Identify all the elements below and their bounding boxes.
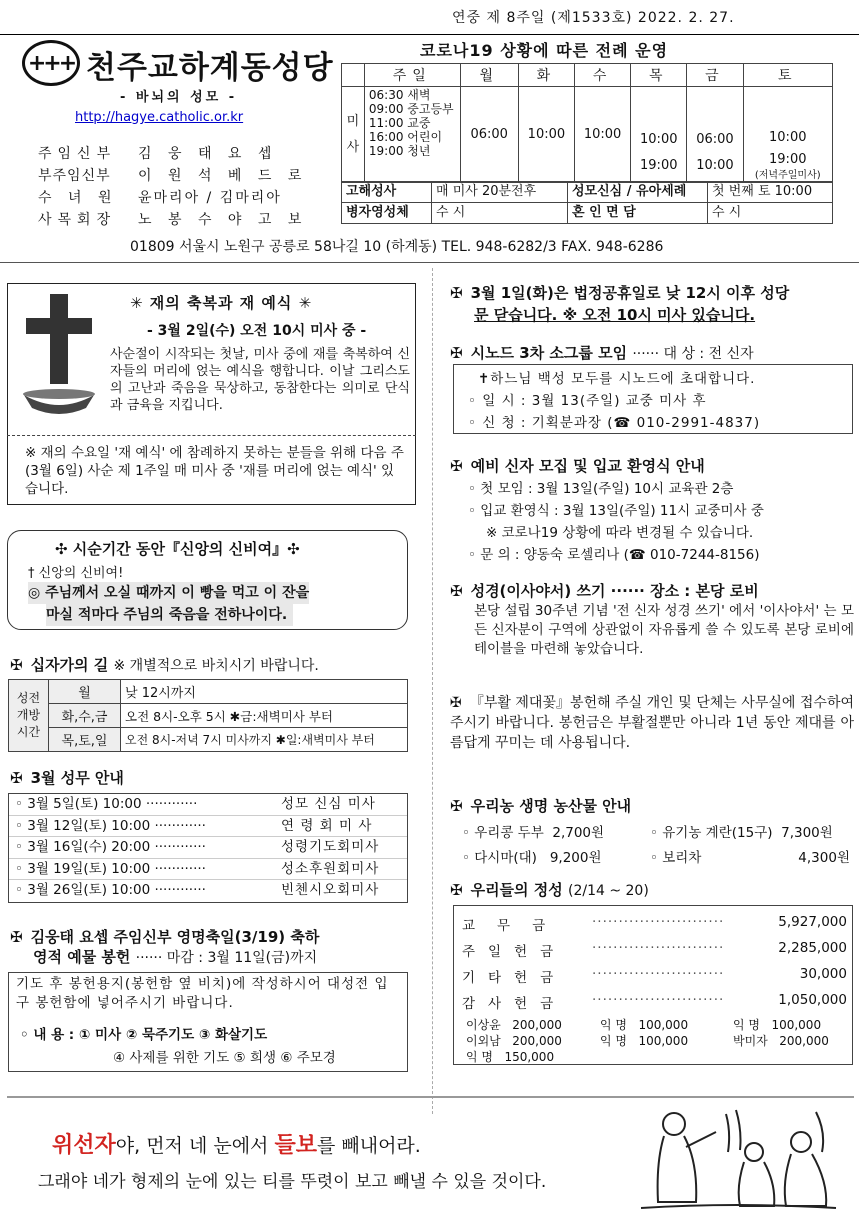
offering-body: 기도 후 봉헌용지(봉헌함 옆 비치)에 작성하시어 대성전 입구 봉헌함에 넣어주시기 바랍니다. xyxy=(16,976,389,1011)
verse-text: 를 빼내어라. xyxy=(316,1135,421,1157)
mass-time: 19:00 xyxy=(640,158,678,173)
synod-line: ◦ 신 청 : 기획분과장 (☎ 010-2991-4837) xyxy=(468,415,761,431)
ash-cross-icon xyxy=(14,290,104,420)
donor-amount: 150,000 xyxy=(504,1050,555,1064)
donor-amount: 200,000 xyxy=(512,1034,562,1048)
day-header: 화 xyxy=(518,64,574,87)
section-heading: 예비 신자 모집 및 입교 환영식 안내 xyxy=(470,457,705,475)
issue-info: 연중 제 8주일 (제1533호) 2022. 2. 27. xyxy=(452,10,735,26)
section-divider xyxy=(0,262,859,263)
list-item xyxy=(9,837,407,859)
donor-entry xyxy=(733,1016,821,1033)
verse-line xyxy=(52,1128,421,1159)
notice-text: 문 닫습니다. ※ 오전 10시 미사 있습니다. xyxy=(474,306,756,324)
ash-wednesday-note: ※ 재의 수요일 '재 예식' 에 참례하지 못하는 분들을 위해 다음 주(3월 6일) 사순 제 1주일 매 미사 중 '재를 머리에 얹는 예식' 있습니다. xyxy=(25,445,404,497)
catechumen-section-title xyxy=(450,455,705,476)
thursday-times xyxy=(631,87,687,183)
donor-amount: 100,000 xyxy=(638,1034,689,1048)
farm-product xyxy=(650,846,850,866)
mass-schedule-table xyxy=(341,63,833,183)
staff-role: 수 녀 원 xyxy=(38,190,118,206)
day-header: 주일 xyxy=(364,64,460,87)
open-days: 월 xyxy=(49,680,121,704)
catechumen-details xyxy=(468,478,764,566)
finance-value: 2,285,000 xyxy=(778,940,847,956)
ash-wednesday-title: ✳ 재의 축복과 재 예식 ✳ xyxy=(130,294,313,312)
header-rule xyxy=(0,34,859,35)
mass-time: 06:00 xyxy=(696,132,734,147)
list-item xyxy=(9,859,407,881)
staff-name: 이 원 석 베 드 로 xyxy=(138,168,308,184)
section-heading: 우리농 생명 농산물 안내 xyxy=(470,797,632,815)
finance-label: 주일헌금 xyxy=(462,944,567,960)
parish-website-link[interactable]: http://hagye.catholic.or.kr xyxy=(75,110,244,125)
cross-section-title xyxy=(10,654,319,675)
bullet-cross-icon: ✠ xyxy=(450,695,462,711)
donor-name: 이상윤 xyxy=(466,1018,501,1032)
verse-text: 야, 먼저 네 눈에서 xyxy=(115,1135,275,1157)
product-price: 2,700원 xyxy=(552,825,605,841)
section-note: (2/14 ~ 20) xyxy=(567,883,649,899)
mass-time: 06:30 새벽 xyxy=(368,88,431,102)
list-item xyxy=(9,880,407,902)
jesus-teaching-illustration xyxy=(636,1102,841,1214)
list-item xyxy=(9,816,407,838)
staff-row xyxy=(38,209,307,231)
sacrament-table xyxy=(341,181,833,224)
section-note: ······ 장소 : 본당 로비 xyxy=(610,582,759,600)
event-name: 성령기도회미사 xyxy=(281,839,380,855)
sunday-times xyxy=(364,87,460,183)
staff-name: 김 웅 태 요 셉 xyxy=(138,146,278,162)
wednesday-times xyxy=(575,87,631,183)
mass-time: 19:00 청년 xyxy=(368,144,431,158)
catechumen-line: ◦ 문 의 : 양동숙 로셀리나 (☎ 010-7244-8156) xyxy=(468,547,760,563)
cross-logo-icon: +++ xyxy=(22,40,80,86)
march-schedule-list xyxy=(8,793,408,903)
product-name: ◦ 보리차 xyxy=(650,850,702,866)
event-name: 성소후원회미사 xyxy=(281,860,380,877)
mass-time: 10:00 xyxy=(527,127,566,142)
synod-line: ◦ 일 시 : 3월 13(주일) 교중 미사 후 xyxy=(468,393,707,409)
staff-role: 주임신부 xyxy=(38,146,117,162)
feast-section-title xyxy=(10,926,319,947)
donor-entry xyxy=(466,1016,562,1033)
farm-product xyxy=(650,821,833,841)
bullet-cross-icon: ✠ xyxy=(450,344,463,362)
event-name: 연 령 회 미 사 xyxy=(281,817,373,834)
finance-value: 1,050,000 xyxy=(778,992,847,1008)
donor-entry xyxy=(600,1016,688,1033)
column-divider xyxy=(432,268,433,1114)
day-header: 수 xyxy=(575,64,631,87)
finance-dots: ························· xyxy=(592,992,725,1008)
sacrament-label: 고해성사 xyxy=(342,182,432,203)
event-date: ◦ 3월 5일(토) 10:00 ············ xyxy=(15,796,198,812)
farm-product xyxy=(462,821,604,841)
section-heading: 시노드 3차 소그룹 모임 xyxy=(470,344,628,362)
donor-entry xyxy=(466,1048,554,1065)
bullet-cross-icon: ✠ xyxy=(450,797,463,815)
event-date: ◦ 3월 26일(토) 10:00 ············ xyxy=(15,882,206,898)
product-name: ◦ 다시마(대) xyxy=(462,850,537,866)
donor-amount: 200,000 xyxy=(779,1034,829,1048)
open-time: 오전 8시-저녁 7시 미사까지 ✱일:새벽미사 부터 xyxy=(121,728,408,752)
donor-name: 박미자 xyxy=(733,1034,768,1048)
mass-time: 11:00 교중 xyxy=(368,116,431,130)
synod-details xyxy=(468,368,761,434)
ash-wednesday-time: - 3월 2일(수) 오전 10시 미사 중 - xyxy=(147,323,367,339)
mass-time: (저녁주일미사) xyxy=(754,170,821,181)
donor-amount: 200,000 xyxy=(512,1018,562,1032)
staff-row xyxy=(38,165,307,187)
finance-value: 5,927,000 xyxy=(778,914,847,930)
section-note: ······ 마감 : 3월 11일(금)까지 xyxy=(135,950,318,966)
staff-role: 부주임신부 xyxy=(38,168,111,184)
open-time: 오전 8시-오후 5시 ✱금:새벽미사 부터 xyxy=(121,704,408,728)
mass-time: 10:00 xyxy=(583,127,622,142)
mass-time: 10:00 xyxy=(696,158,734,173)
staff-name: 윤마리아 / 김마리아 xyxy=(138,190,282,206)
bullet-cross-icon: ✠ xyxy=(10,656,23,674)
holiday-notice xyxy=(450,282,789,326)
tuesday-times xyxy=(518,87,574,183)
mass-label: 미사 xyxy=(346,113,360,155)
verse-highlight: 들보 xyxy=(274,1133,317,1158)
sacrament-value: 수 시 xyxy=(708,203,833,224)
synod-line: ✝하느님 백성 모두를 시노드에 초대합니다. xyxy=(478,371,756,387)
verse-highlight: 위선자 xyxy=(52,1133,116,1158)
finance-section-title xyxy=(450,879,649,900)
sacrament-value: 매 미사 20분전후 xyxy=(432,182,568,203)
staff-name: 노 봉 수 야 고 보 xyxy=(138,212,308,228)
day-header: 금 xyxy=(687,64,743,87)
notice-text: 『부활 제대꽃』봉헌해 주실 개인 및 단체는 사무실에 접수하여 주시기 바랍니다. 봉헌금은 부활절뿐만 아니라 1년 동안 제대를 아름답게 꾸미는 데 사용됩니다. xyxy=(450,695,854,751)
bible-section-title xyxy=(450,580,759,601)
synod-section-title xyxy=(450,342,754,363)
parish-name: 천주교하계동성당 xyxy=(86,50,334,86)
section-heading: 십자가의 길 xyxy=(30,656,109,674)
donor-name: 익 명 xyxy=(600,1018,627,1032)
monday-times xyxy=(460,87,518,183)
mass-time: 10:00 xyxy=(640,132,678,147)
donor-name: 익 명 xyxy=(600,1034,627,1048)
finance-row xyxy=(462,966,847,986)
bullet-cross-icon: ✠ xyxy=(450,457,463,475)
event-date: ◦ 3월 19일(토) 10:00 ············ xyxy=(15,860,206,877)
staff-list xyxy=(38,143,307,231)
donor-amount: 100,000 xyxy=(638,1018,689,1032)
feast-section-subtitle xyxy=(33,946,317,967)
sacrament-value: 첫 번째 토 10:00 xyxy=(708,182,833,203)
section-heading: 영적 예물 봉헌 xyxy=(33,948,131,966)
church-open-hours-table xyxy=(8,679,408,752)
list-item xyxy=(9,794,407,816)
mass-schedule-title: 코로나19 상황에 따른 전례 운영 xyxy=(420,41,669,60)
product-name: ◦ 우리콩 두부 xyxy=(462,825,544,841)
mass-time: 16:00 어린이 xyxy=(368,130,443,144)
section-heading: 3월 성무 안내 xyxy=(30,769,124,787)
donor-entry xyxy=(466,1032,562,1049)
sacrament-label: 혼 인 면 담 xyxy=(568,203,708,224)
parish-logo xyxy=(22,40,334,86)
parish-address: 01809 서울시 노원구 공릉로 58나길 10 (하계동) TEL. 948-6282/3 FAX. 948-6286 xyxy=(130,239,664,255)
mass-time: 10:00 xyxy=(769,130,807,145)
mass-row-label xyxy=(342,87,365,183)
corner-cell xyxy=(342,64,365,87)
finance-label: 감사헌금 xyxy=(462,996,567,1012)
staff-role: 사목회장 xyxy=(38,212,117,228)
open-days: 화,수,금 xyxy=(49,704,121,728)
bullet-cross-icon: ✠ xyxy=(450,881,463,899)
donor-name: 익 명 xyxy=(733,1018,760,1032)
section-heading: 김웅태 요셉 주임신부 영명축일(3/19) 축하 xyxy=(30,928,320,946)
open-time: 낮 12시까지 xyxy=(121,680,408,704)
finance-label: 기타헌금 xyxy=(462,970,567,986)
event-date: ◦ 3월 16일(수) 20:00 ············ xyxy=(15,839,206,855)
open-days: 목,토,일 xyxy=(49,728,121,752)
friday-times xyxy=(687,87,743,183)
mystery-line: † 신앙의 신비여! xyxy=(28,566,124,581)
bullet-cross-icon: ✠ xyxy=(450,582,463,600)
mass-time: 19:00 xyxy=(769,152,807,167)
saturday-times xyxy=(743,87,832,183)
section-heading: 성경(이사야서) 쓰기 xyxy=(470,582,606,600)
section-note: ※ 개별적으로 바치시기 바랍니다. xyxy=(113,658,319,674)
day-header: 월 xyxy=(460,64,518,87)
finance-dots: ························· xyxy=(592,914,725,930)
bullet-cross-icon: ✠ xyxy=(10,928,23,946)
ash-wednesday-body: 사순절이 시작되는 첫날, 미사 중에 재를 축복하여 신자들의 머리에 얹는 예식을 행합니다. 이날 그리스도의 고난과 죽음을 묵상하고, 동참한다는 의미로 단식과 금육을 지킵니다. xyxy=(110,347,410,413)
offering-options: ◦ 내 용 : ① 미사 ② 묵주기도 ③ 화살기도 xyxy=(20,1027,268,1043)
donor-name: 익 명 xyxy=(466,1050,493,1064)
finance-row xyxy=(462,914,847,934)
donor-entry xyxy=(733,1032,829,1049)
sacrament-label: 병자영성체 xyxy=(342,203,432,224)
staff-row xyxy=(38,187,307,209)
product-name: ◦ 유기농 계란(15구) xyxy=(650,825,773,841)
finance-row xyxy=(462,940,847,960)
mystery-title: ✣ 시순기간 동안『신앙의 신비여』✣ xyxy=(55,540,300,558)
finance-row xyxy=(462,992,847,1012)
notice-text: 3월 1일(화)은 법정공휴일로 낮 12시 이후 성당 xyxy=(470,284,790,302)
finance-label: 교무금 xyxy=(462,918,568,934)
mystery-response xyxy=(28,582,309,626)
donor-amount: 100,000 xyxy=(771,1018,822,1032)
offering-content xyxy=(20,1024,336,1070)
open-hours-label: 성전 개방 시간 xyxy=(9,680,49,752)
staff-row xyxy=(38,143,307,165)
sacrament-value: 수 시 xyxy=(432,203,568,224)
sacrament-label: 성모신심 / 유아세례 xyxy=(568,182,708,203)
march-section-title xyxy=(10,767,124,788)
day-header: 목 xyxy=(631,64,687,87)
donor-entry xyxy=(600,1032,688,1049)
product-price: 9,200원 xyxy=(549,850,602,866)
mystery-line: ◎ 주님께서 오실 때까지 이 빵을 먹고 이 잔을 xyxy=(28,582,309,604)
parish-subtitle: - 바뇌의 성모 - xyxy=(120,90,238,105)
finance-dots: ························· xyxy=(592,940,725,956)
day-header: 토 xyxy=(743,64,832,87)
catechumen-line: ◦ 첫 모임 : 3월 13일(주일) 10시 교육관 2층 xyxy=(468,481,734,497)
event-name: 성모 신심 미사 xyxy=(281,796,376,812)
product-price: 7,300원 xyxy=(781,825,833,841)
farm-product xyxy=(462,846,602,866)
bullet-cross-icon: ✠ xyxy=(10,769,23,787)
mass-time: 06:00 xyxy=(470,127,508,142)
catechumen-line: ◦ 입교 환영식 : 3월 13일(주일) 11시 교중미사 중 xyxy=(468,503,764,519)
section-heading: 우리들의 정성 xyxy=(470,881,563,899)
donor-name: 이외남 xyxy=(466,1034,501,1048)
finance-value: 30,000 xyxy=(799,966,847,982)
offering-options: ④ 사제를 위한 기도 ⑤ 희생 ⑥ 주모경 xyxy=(113,1050,336,1066)
farm-section-title xyxy=(450,795,631,816)
bible-body: 본당 설립 30주년 기념 '전 신자 성경 쓰기' 에서 '이사야서' 는 모든 신자분이 구역에 상관없이 자유롭게 쓸 수 있도록 본당 로비에 테이블을 마련해 놓았습니다. xyxy=(474,603,854,657)
section-note: ······ 대 상 : 전 신자 xyxy=(632,346,754,362)
finance-dots: ························· xyxy=(592,966,725,982)
mass-time: 09:00 중고등부 xyxy=(368,102,454,116)
event-name: 빈첸시오회미사 xyxy=(281,882,380,898)
product-price: 4,300원 xyxy=(798,850,850,866)
mystery-line: 마실 적마다 주님의 죽음을 전하나이다. xyxy=(46,604,293,626)
verse-line: 그래야 네가 형제의 눈에 있는 티를 뚜렷이 보고 빼낼 수 있을 것이다. xyxy=(38,1172,547,1192)
catechumen-line: ※ 코로나19 상황에 따라 변경될 수 있습니다. xyxy=(486,525,754,541)
bullet-cross-icon: ✠ xyxy=(450,284,463,302)
event-date: ◦ 3월 12일(토) 10:00 ············ xyxy=(15,817,206,834)
easter-flower-notice xyxy=(450,693,854,753)
